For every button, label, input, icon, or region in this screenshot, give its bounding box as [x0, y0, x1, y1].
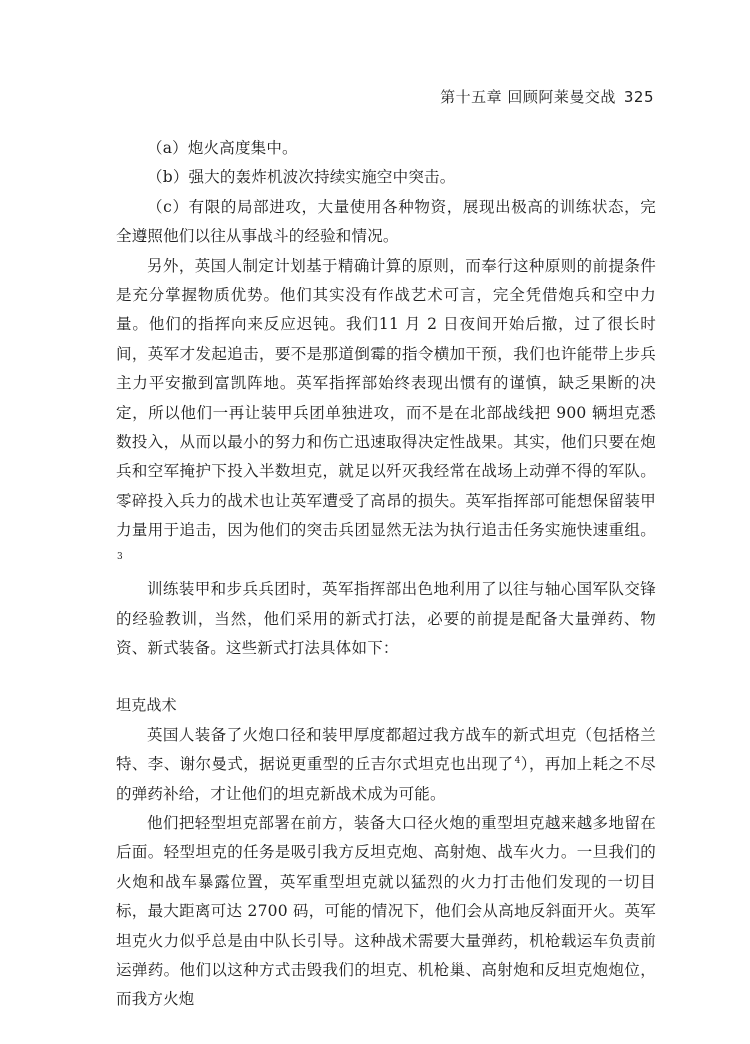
section-heading: 坦克战术 — [116, 696, 177, 715]
paragraph-training: 训练装甲和步兵兵团时，英军指挥部出色地利用了以往与轴心国军队交锋的经验教训，当然，他们采用的新式打法，必要的前提是配备大量弹药、物资、新式装备。这些新式打法具体如下： — [116, 580, 656, 657]
body-text — [116, 134, 656, 1015]
paragraph-planning — [116, 252, 656, 575]
footnote-ref: 3 — [117, 551, 123, 562]
footnote-ref: 4 — [514, 755, 521, 766]
running-head — [440, 86, 654, 107]
paragraph-text: ），再加上耗之不尽的弹药补给，才让他们的坦克新战术成为可能。 — [116, 755, 656, 803]
paragraph-text: 英国人装备了火炮口径和装甲厚度都超过我方战车的新式坦克（包括格兰特、李、谢尔曼式，据说更重型的丘吉尔式坦克也出现了 — [116, 725, 656, 774]
paragraph-text: 另外，英国人制定计划基于精确计算的原则，而奉行这种原则的前提条件是充分掌握物质优势。他们其实没有作战艺术可言，完全凭借炮兵和空中力量。他们的指挥向来反应迟钝。我们11 月 2 日夜间开始后撤，过了很长时间，英军才发起追击，要不是那道倒霉的指令横加干预，我们也许能带上步兵主力平安撤到富凯阵地。英军指挥部始终表现出惯有的谨慎，缺乏果断的决定，所以他们一再让装甲兵团单独进攻，而不是在北部战线把 900 辆坦克悉数投入，从而以最小的努力和伤亡迅速取得决定性战果。其实，他们只要在炮兵和空军掩护下投入半数坦克，就足以歼灭我经常在战场上动弹不得的军队。零碎投入兵力的战术也让英军遭受了高昂的损失。英军指挥部可能想保留装甲力量用于追击，因为他们的突击兵团显然无法为执行追击任务实施快速重组。 — [116, 256, 656, 540]
list-item-c: （c）有限的局部进攻，大量使用各种物资，展现出极高的训练状态，完全遵照他们以往从事战斗的经验和情况。 — [116, 197, 656, 246]
paragraph-tactics: 他们把轻型坦克部署在前方，装备大口径火炮的重型坦克越来越多地留在后面。轻型坦克的任务是吸引我方反坦克炮、高射炮、战车火力。一旦我们的火炮和战车暴露位置，英军重型坦克就以猛烈的火力打击他们发现的一切目标，最大距离可达 2700 码，可能的情况下，他们会从高地反斜面开火。英军坦克火力似乎总是由中队长引导。这种战术需要大量弹药，机枪载运车负责前运弹药。他们以这种方式击毁我们的坦克、机枪巢、高射炮和反坦克炮炮位，而我方火炮 — [116, 813, 656, 1009]
list-item-b: （b）强大的轰炸机波次持续实施空中突击。 — [147, 168, 456, 187]
page-number: 325 — [623, 88, 654, 106]
list-item-a: （a）炮火高度集中。 — [147, 139, 298, 157]
paragraph-tanks — [116, 721, 656, 809]
chapter-title: 第十五章 回顾阿莱曼交战 — [440, 88, 616, 106]
